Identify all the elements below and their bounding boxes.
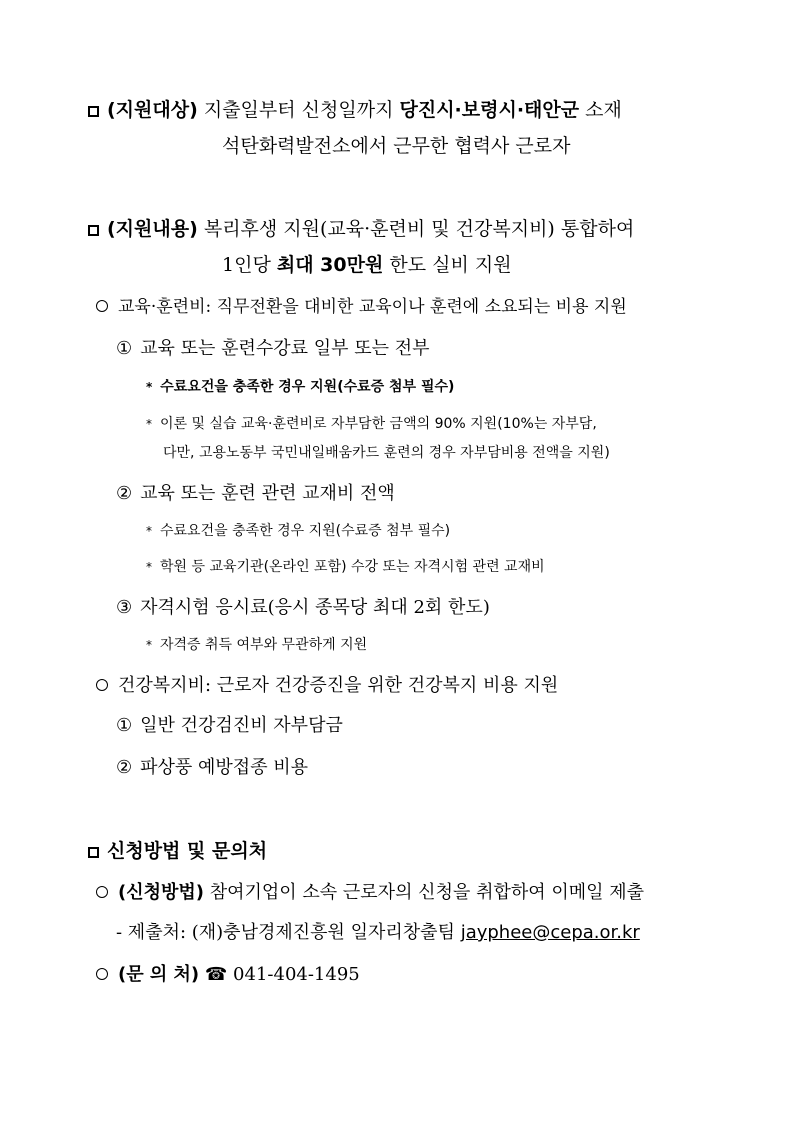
- checkbox-square-icon: [88, 847, 99, 858]
- asterisk-icon: *: [146, 417, 152, 431]
- number-3-icon: ③: [116, 597, 133, 618]
- checkbox-square-icon: [88, 106, 99, 117]
- apply-heading: 신청방법 및 문의처: [88, 836, 267, 863]
- target-text-b: 소재: [585, 99, 622, 121]
- education-note-2a: * 수료요건을 충족한 경우 지원(수료증 첨부 필수): [146, 523, 451, 539]
- content-line2-b: 한도 실비 지원: [389, 254, 512, 276]
- circle-bullet-icon: [96, 679, 108, 691]
- target-label: (지원대상): [107, 99, 198, 121]
- apply-contact: [96, 960, 360, 986]
- education-item-2: ② 교육 또는 훈련 관련 교재비 전액: [116, 483, 395, 504]
- education-item-3: ③ 자격시험 응시료(응시 종목당 최대 2회 한도): [116, 597, 490, 618]
- education-heading: 교육·훈련비: 직무전환을 대비한 교육이나 훈련에 소요되는 비용 지원: [96, 292, 627, 317]
- target-regions: 당진시·보령시·태안군: [399, 99, 580, 121]
- asterisk-icon: *: [146, 524, 152, 538]
- education-item-1: ① 교육 또는 훈련수강료 일부 또는 전부: [116, 338, 430, 359]
- number-1-icon: ①: [116, 715, 133, 736]
- content-line1: [88, 214, 634, 241]
- circle-bullet-icon: [96, 300, 108, 312]
- health-item-2: ② 파상풍 예방접종 비용: [116, 757, 309, 778]
- apply-submit: [116, 918, 640, 944]
- number-2-icon: ②: [116, 483, 133, 504]
- contact-label: (문 의 처): [118, 964, 200, 985]
- apply-method: [96, 878, 644, 904]
- checkbox-square-icon: [88, 225, 99, 236]
- health-item-1: ① 일반 건강검진비 자부담금: [116, 715, 343, 736]
- phone-icon: ☎: [204, 964, 228, 985]
- number-2-icon: ②: [116, 757, 133, 778]
- target-line1: [88, 95, 622, 122]
- content-label: (지원내용): [107, 218, 198, 240]
- education-note-2b: * 학원 등 교육기관(온라인 포함) 수강 또는 자격시험 관련 교재비: [146, 559, 545, 575]
- apply-submit-prefix: - 제출처: (재)충남경제진흥원 일자리창출팀: [116, 922, 455, 943]
- education-note-1a: * 수료요건을 충족한 경우 지원(수료증 첨부 필수): [146, 379, 455, 395]
- asterisk-icon: *: [146, 560, 152, 574]
- email-link[interactable]: jayphee@cepa.or.kr: [460, 922, 640, 943]
- education-note-1b: * 이론 및 실습 교육·훈련비로 자부담한 금액의 90% 지원(10%는 자부담,: [146, 416, 597, 432]
- number-1-icon: ①: [116, 338, 133, 359]
- health-heading: 건강복지비: 근로자 건강증진을 위한 건강복지 비용 지원: [96, 671, 558, 697]
- content-line2-bold: 최대 30만원: [276, 254, 384, 276]
- asterisk-icon: *: [146, 380, 153, 394]
- content-line2-a: 1인당: [222, 254, 271, 276]
- asterisk-icon: *: [146, 638, 152, 652]
- education-note-3a: * 자격증 취득 여부와 무관하게 지원: [146, 637, 368, 653]
- apply-method-label: (신청방법): [118, 882, 205, 903]
- target-line2: 석탄화력발전소에서 근무한 협력사 근로자: [222, 135, 571, 157]
- apply-method-text: 참여기업이 소속 근로자의 신청을 취합하여 이메일 제출: [209, 882, 645, 903]
- education-note-1b-cont: 다만, 고용노동부 국민내일배움카드 훈련의 경우 자부담비용 전액을 지원): [163, 445, 610, 461]
- content-text-a: 복리후생 지원(교육·훈련비 및 건강복지비) 통합하여: [203, 218, 635, 240]
- circle-bullet-icon: [96, 968, 108, 980]
- circle-bullet-icon: [96, 886, 108, 898]
- target-text-a: 지출일부터 신청일까지: [203, 99, 394, 121]
- content-line2: [222, 250, 512, 277]
- contact-phone: 041-404-1495: [233, 964, 360, 985]
